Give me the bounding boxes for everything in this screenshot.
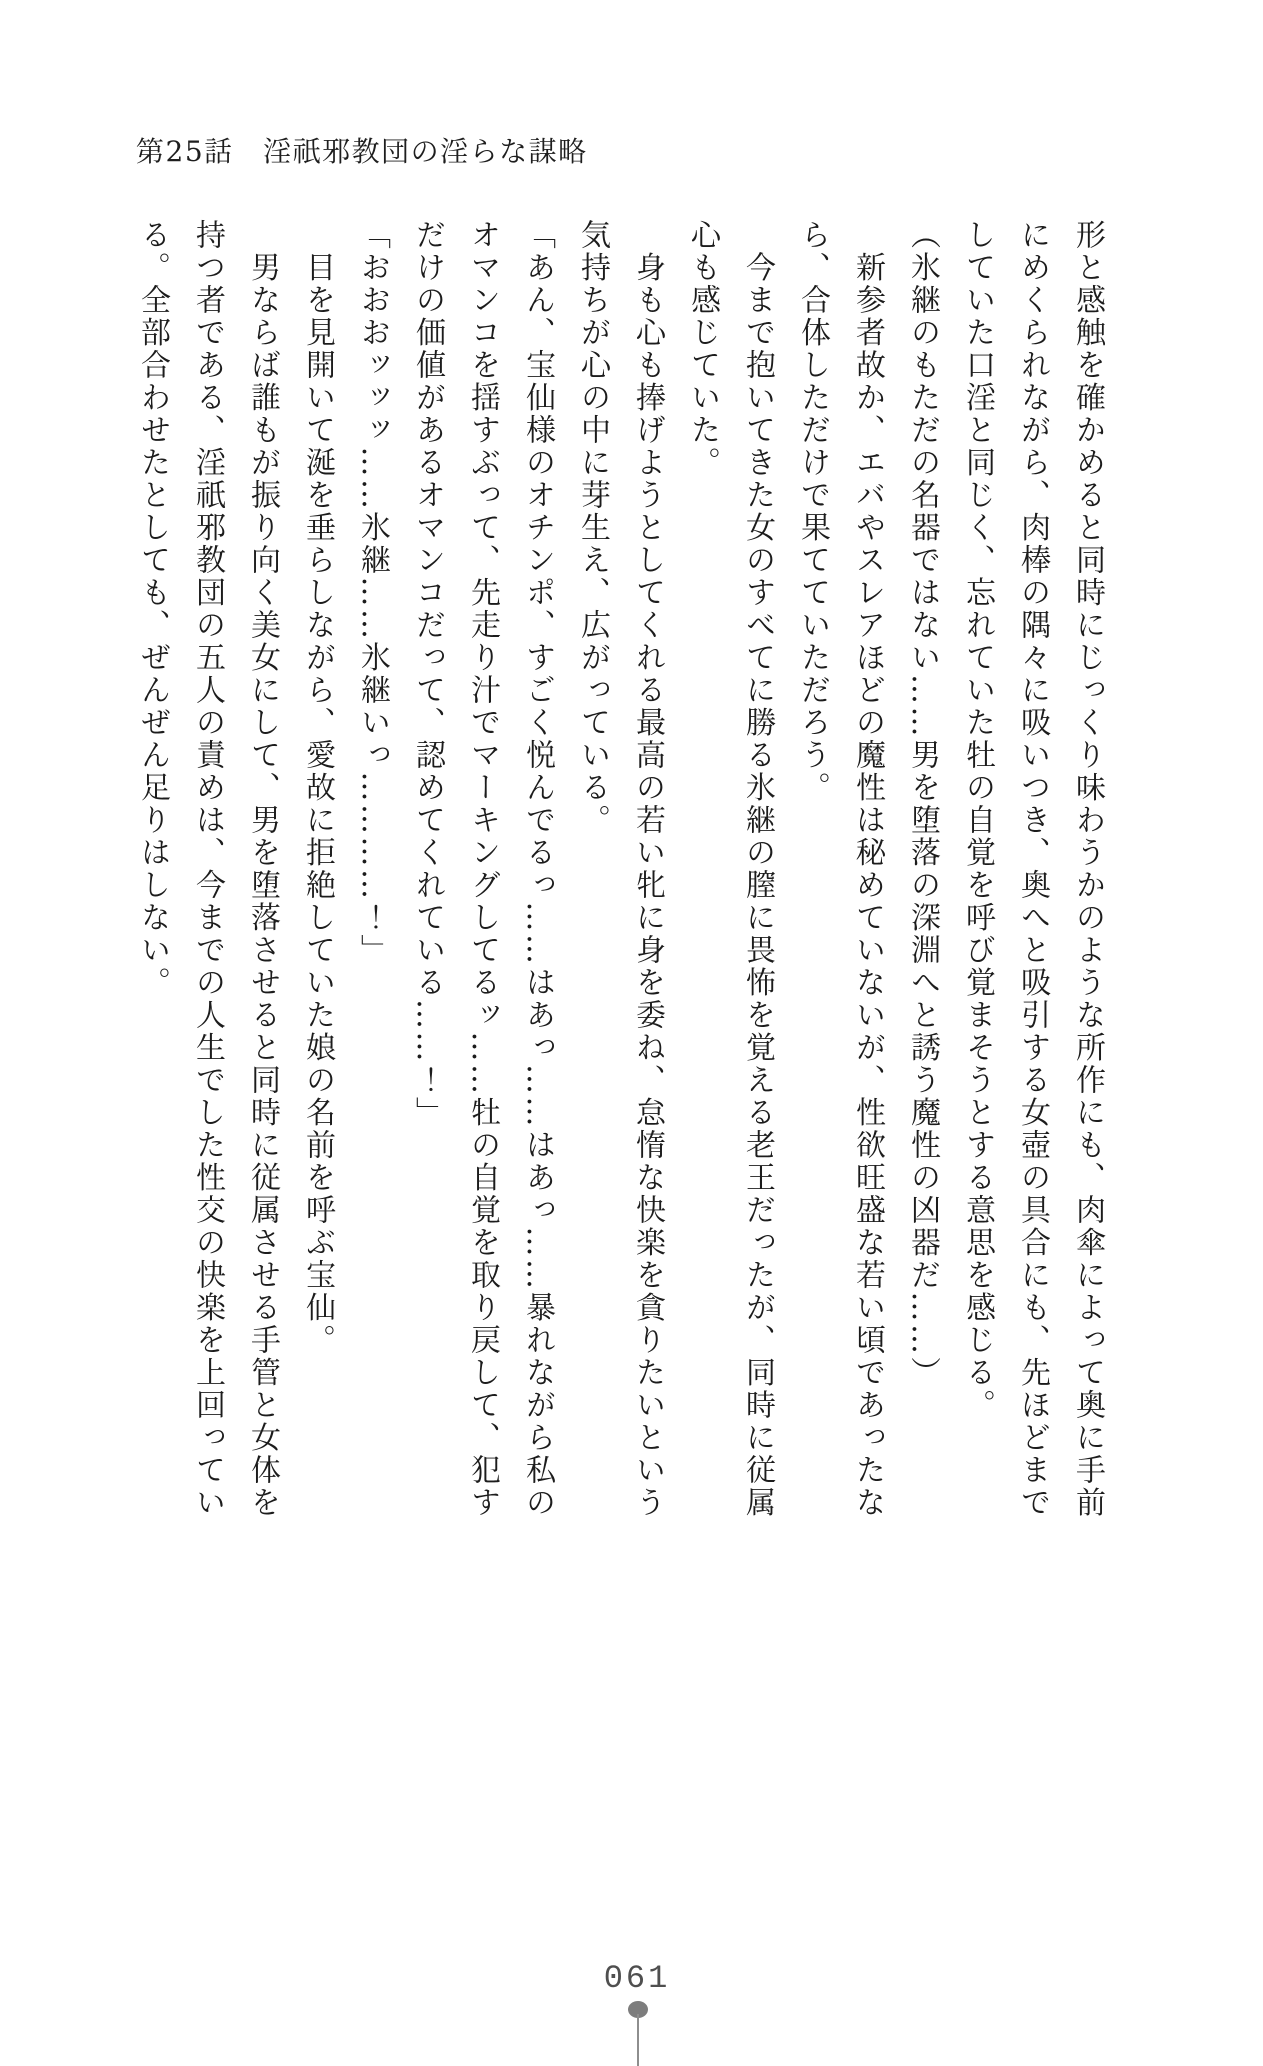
text-line: していた口淫と同じく、忘れていた牡の自覚を呼び覚まそうとする意思を感じる。 bbox=[960, 219, 995, 1422]
text-line: 今まで抱いてきた女のすべてに勝る氷継の膣に畏怖を覚える老王だったが、同時に従属 bbox=[740, 219, 775, 1519]
text-line: ら、合体しただけで果てていただろう。 bbox=[795, 219, 830, 804]
text-line: 形と感触を確かめると同時にじっくり味わうかのような所作にも、肉傘によって奥に手前 bbox=[1070, 219, 1105, 1519]
text-line: 「おおおッッッ……氷継……氷継いっ…………！」 bbox=[355, 219, 390, 967]
text-line: にめくられながら、肉棒の隅々に吸いつき、奥へと吸引する女壺の具合にも、先ほどまで bbox=[1015, 219, 1050, 1519]
text-line: 気持ちが心の中に芽生え、広がっている。 bbox=[575, 219, 610, 837]
text-line: 心も感じていた。 bbox=[685, 219, 720, 479]
text-line: 新参者故か、エバやスレアほどの魔性は秘めていないが、性欲旺盛な若い頃であったな bbox=[850, 219, 885, 1519]
text-line: だけの価値があるオマンコだって、認めてくれている……！」 bbox=[410, 219, 445, 1129]
text-line: 男ならば誰もが振り向く美女にして、男を堕落させると同時に従属させる手管と女体を bbox=[245, 219, 280, 1519]
page-number: 061 bbox=[603, 1960, 671, 1997]
text-line: る。全部合わせたとしても、ぜんぜん足りはしない。 bbox=[135, 219, 170, 999]
footer-ornament-line bbox=[637, 2014, 639, 2066]
text-line: オマンコを揺すぶって、先走り汁でマーキングしてるッ……牡の自覚を取り戻して、犯す bbox=[465, 219, 500, 1519]
chapter-heading: 第25話 淫祇邪教団の淫らな謀略 bbox=[136, 135, 588, 168]
text-line: （氷継のもただの名器ではない……男を堕落の深淵へと誘う魔性の凶器だ……） bbox=[905, 219, 940, 1389]
text-line: 身も心も捧げようとしてくれる最高の若い牝に身を委ね、怠惰な快楽を貪りたいという bbox=[630, 219, 665, 1519]
text-line: 持つ者である、淫祇邪教団の五人の責めは、今までの人生でした性交の快楽を上回ってい bbox=[190, 219, 225, 1519]
text-line: 「あん、宝仙様のオチンポ、すごく悦んでるっ……はあっ……はあっ……暴れながら私の bbox=[520, 219, 555, 1519]
text-line: 目を見開いて涎を垂らしながら、愛故に拒絶していた娘の名前を呼ぶ宝仙。 bbox=[300, 219, 335, 1357]
body-text bbox=[125, 219, 1115, 1679]
